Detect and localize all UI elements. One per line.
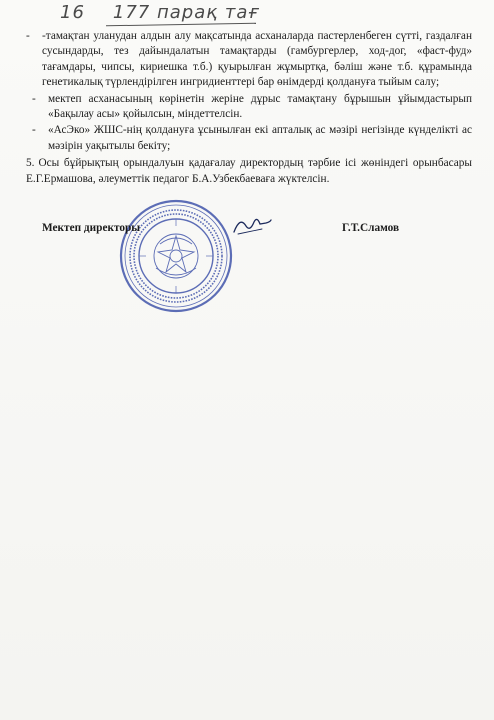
signature-scribble — [232, 212, 272, 238]
list-item — [26, 92, 472, 123]
list-item-text: «АсЭко» ЖШС-нің қолдануға ұсынылған екі апталық ас мәзірі негізінде күнделікті ас мәзірін уақытылы бекіту; — [48, 124, 472, 152]
document-body — [26, 29, 472, 187]
handwritten-page-number: 16 — [60, 2, 85, 23]
list-item — [26, 123, 472, 154]
signatory-title: Мектеп директоры — [42, 222, 141, 234]
list-item-dash: - — [32, 124, 36, 137]
paragraph-text: Осы бұйрықтың орындалуын қадағалау директордың тәрбие ісі жөніндегі орынбасары Е.Г.Ермашова, әлеуметтік педагог Б.А.Узбекбаеваға жүктелсін. — [26, 157, 472, 185]
handwritten-underline — [106, 23, 256, 27]
handwritten-annotation — [60, 2, 259, 23]
official-stamp — [118, 198, 234, 314]
list-item-text: -тамақтан уланудан алдын алу мақсатында асханаларда пастерленбеген сүтті, газдалған сусындарды, тез дайындалатын тамақтарды (гамбургерлер, ход-дог, «фаст-фуд» тағамдары, чипсы, кириешка т.б.) қуырылған жұмыртқа, бәліш және т.б. құрамында генетикалық түрлендірілген ингридиенттері бар өнімдерді қолдануға тыйым салу; — [42, 30, 472, 89]
handwritten-note: 177 парақ тағ — [112, 2, 260, 23]
signatory-name: Г.Т.Сламов — [342, 222, 400, 234]
stamp-seal-graphic — [118, 198, 234, 314]
list-item-dash: - — [32, 92, 36, 105]
list-item-text: мектеп асханасының көрінетін жеріне дұрыс тамақтану бұрышын ұйымдастырып «Бақылау асы» қойылсын, міндеттелсін. — [48, 92, 472, 121]
list-item-dash: - — [26, 30, 30, 42]
paragraph-number: 5. — [26, 157, 35, 170]
list-item — [26, 29, 472, 91]
director-signature — [232, 212, 272, 243]
numbered-paragraph — [26, 156, 472, 187]
